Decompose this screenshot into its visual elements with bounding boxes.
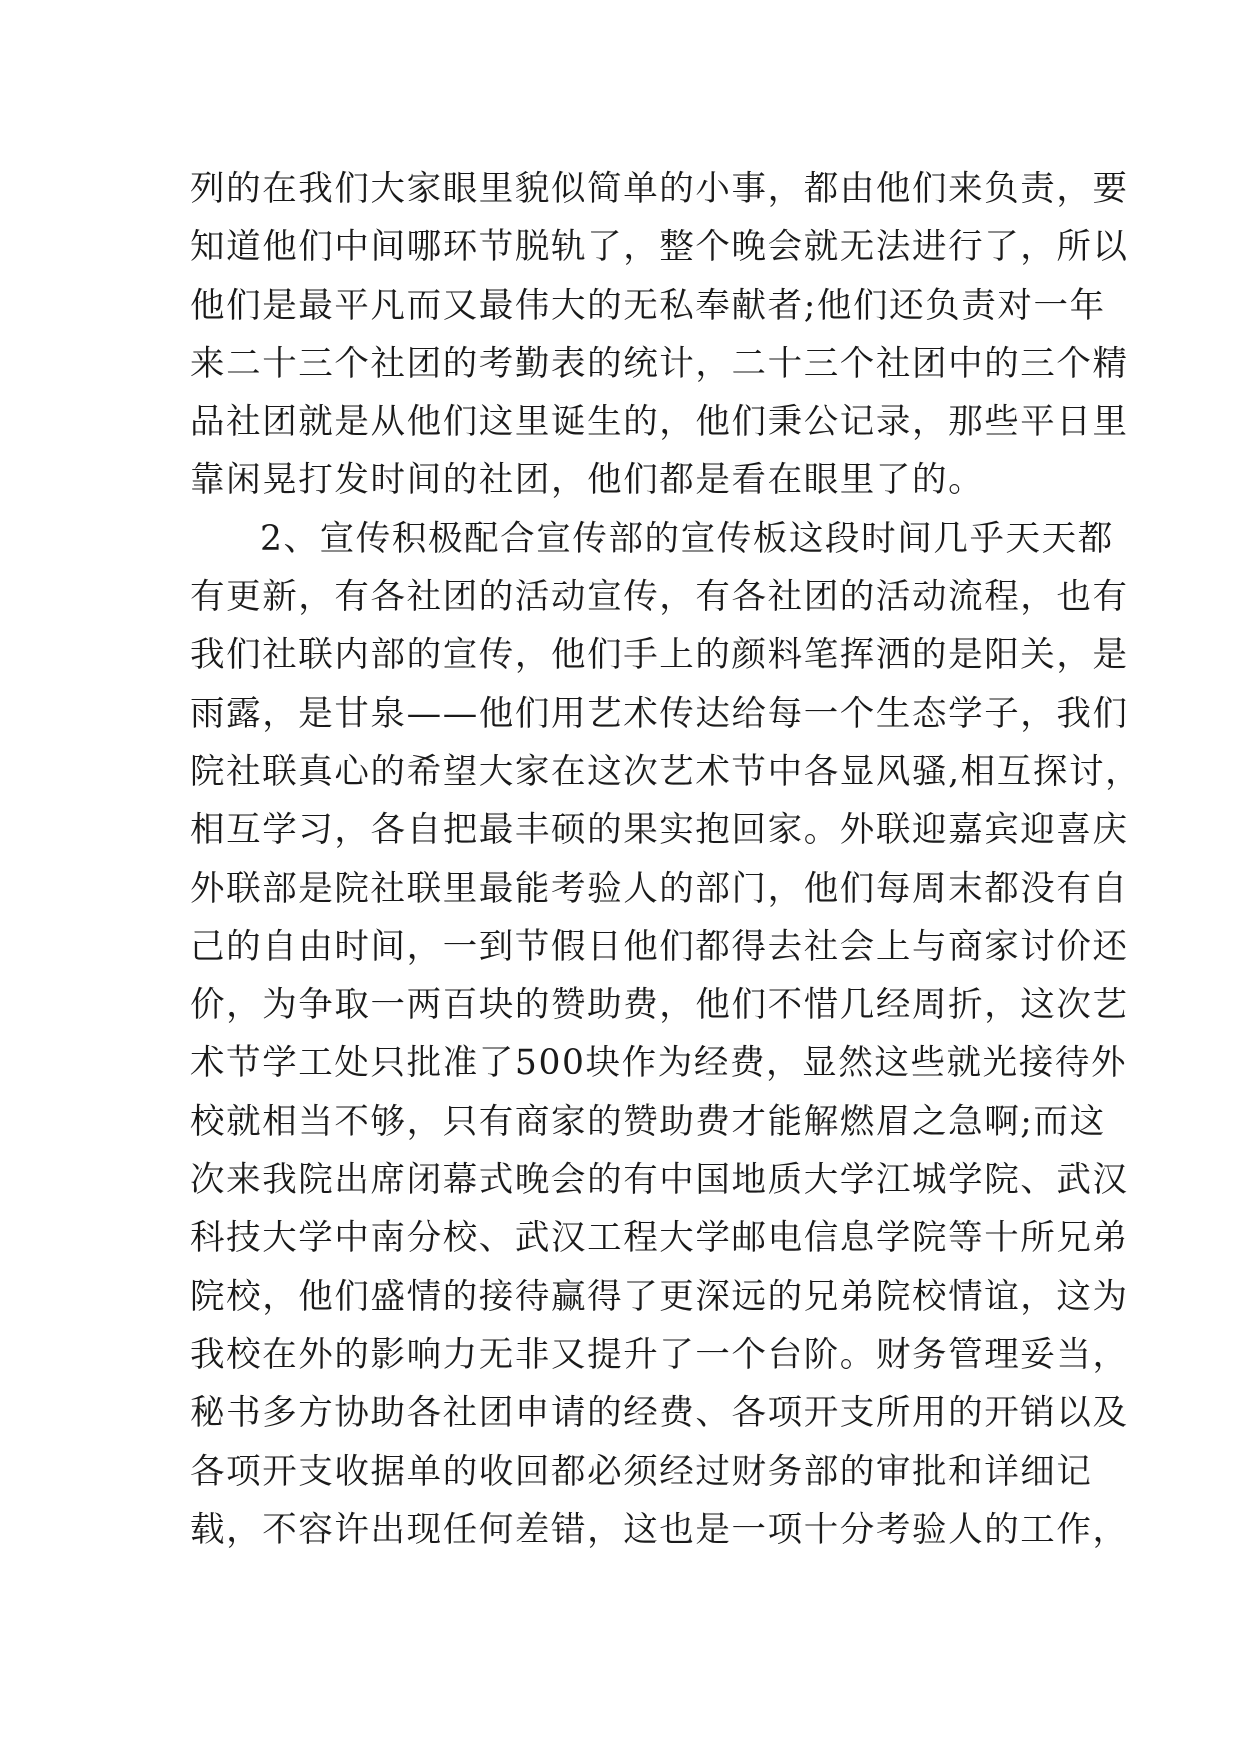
text-line: 科技大学中南分校、武汉工程大学邮电信息学院等十所兄弟 [190,1218,1129,1259]
text-line: 列的在我们大家眼里貌似简单的小事，都由他们来负责，要 [190,169,1129,209]
text-line: 我们社联内部的宣传，他们手上的颜料笔挥洒的是阳关，是 [190,635,1129,676]
text-line: 秘书多方协助各社团申请的经费、各项开支所用的开销以及 [190,1393,1129,1434]
text-line: 他们是最平凡而又最伟大的无私奉献者;他们还负责对一年 [190,285,1106,326]
text-line: 术节学工处只批准了500块作为经费，显然这些就光接待外 [190,1043,1128,1084]
text-line: 我校在外的影响力无非又提升了一个台阶。财务管理妥当， [190,1334,1129,1375]
text-line: 靠闲晃打发时间的社团，他们都是看在眼里了的。 [190,460,985,501]
text-line: 己的自由时间，一到节假日他们都得去社会上与商家讨价还 [190,926,1129,967]
text-line: 相互学习，各自把最丰硕的果实抱回家。外联迎嘉宾迎喜庆 [190,810,1129,851]
text-line: 各项开支收据单的收回都必须经过财务部的审批和详细记 [190,1451,1093,1492]
text-line: 知道他们中间哪环节脱轨了，整个晚会就无法进行了，所以 [190,227,1129,268]
text-line: 次来我院出席闭幕式晚会的有中国地质大学江城学院、武汉 [190,1160,1129,1201]
text-line: 外联部是院社联里最能考验人的部门，他们每周末都没有自 [190,868,1129,909]
text-line: 雨露，是甘泉——他们用艺术传达给每一个生态学子，我们 [190,693,1129,734]
text-line: 院校，他们盛情的接待赢得了更深远的兄弟院校情谊，这为 [190,1276,1129,1317]
text-line: 有更新，有各社团的活动宣传，有各社团的活动流程，也有 [190,577,1129,618]
text-line: 品社团就是从他们这里诞生的，他们秉公记录，那些平日里 [190,402,1129,443]
body-text [190,160,1142,1559]
text-line: 载，不容许出现任何差错，这也是一项十分考验人的工作， [190,1509,1129,1550]
text-line: 院社联真心的希望大家在这次艺术节中各显风骚,相互探讨， [190,751,1142,792]
text-line: 来二十三个社团的考勤表的统计，二十三个社团中的三个精 [190,343,1129,384]
text-line: 校就相当不够，只有商家的赞助费才能解燃眉之急啊;而这 [190,1101,1106,1142]
paragraph-start-line: 2、宣传积极配合宣传部的宣传板这段时间几乎天天都 [260,518,1114,559]
text-line: 价，为争取一两百块的赞助费，他们不惜几经周折，这次艺 [190,985,1129,1026]
